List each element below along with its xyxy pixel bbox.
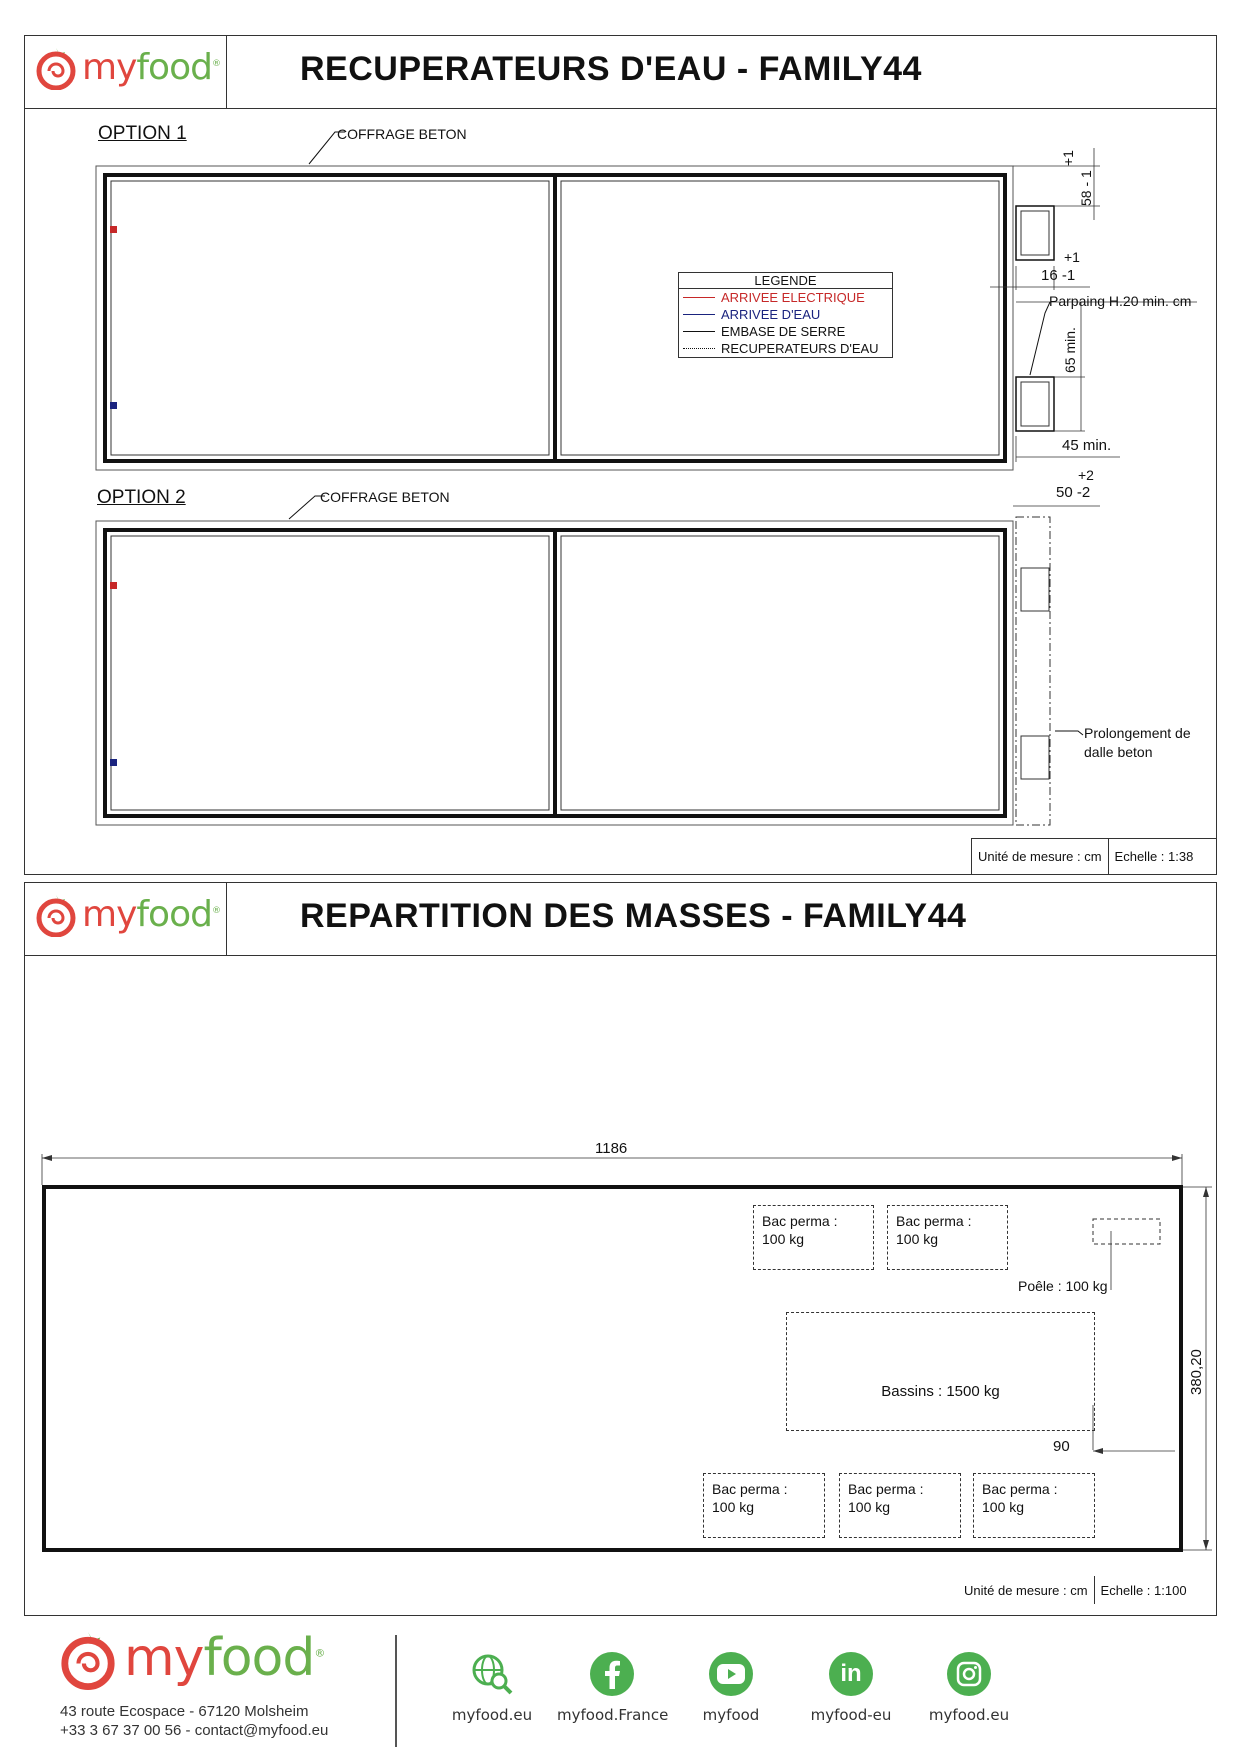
dim-45: 45 min.	[1062, 437, 1112, 454]
legend-label-electrique: ARRIVEE ELECTRIQUE	[721, 290, 865, 305]
scale-box-sheet1	[971, 838, 1217, 875]
legend-item	[679, 289, 892, 306]
prolongement-label-line1: Prolongement de	[1084, 725, 1191, 741]
instagram-icon	[947, 1652, 991, 1696]
bassins-label: Bassins : 1500 kg	[881, 1382, 1000, 1400]
bac-perma-label: Bac perma :	[762, 1213, 838, 1229]
youtube-icon	[709, 1652, 753, 1696]
header-divider	[24, 955, 1217, 956]
social-website[interactable]	[437, 1652, 547, 1724]
social-label: myfood	[702, 1706, 760, 1724]
bac-perma-box	[973, 1473, 1095, 1538]
bac-perma-mass: 100 kg	[762, 1231, 805, 1247]
bac-perma-label: Bac perma :	[896, 1213, 972, 1229]
brand-name-my: my	[82, 893, 137, 935]
social-label: myfood.eu	[928, 1706, 1010, 1724]
bac-perma-label: Bac perma :	[982, 1481, 1058, 1497]
facebook-icon	[590, 1652, 634, 1696]
bac-perma-label: Bac perma :	[848, 1481, 924, 1497]
prolongement-label-line2: dalle beton	[1084, 744, 1153, 760]
bac-perma-mass: 100 kg	[982, 1499, 1025, 1515]
bac-perma-mass: 100 kg	[712, 1499, 755, 1515]
social-youtube[interactable]	[676, 1652, 786, 1724]
option2-plan	[96, 496, 1083, 825]
bassins-box	[786, 1312, 1095, 1431]
legend-item	[679, 323, 892, 340]
social-facebook[interactable]	[557, 1652, 667, 1724]
bac-perma-mass: 100 kg	[896, 1231, 939, 1247]
parpaing-label: Parpaing H.20 min. cm	[1049, 293, 1192, 309]
bac-perma-box	[839, 1473, 961, 1538]
brand-name-my: my	[124, 1628, 204, 1688]
unit-label: Unité de mesure : cm	[978, 849, 1102, 864]
address-line: 43 route Ecospace - 67120 Molsheim	[60, 1703, 309, 1720]
page-title-repartition: REPARTITION DES MASSES - FAMILY44	[300, 897, 967, 935]
legend-label-eau: ARRIVEE D'EAU	[721, 307, 821, 322]
brand-name-food: food	[203, 1628, 315, 1688]
option1-coffrage-label: COFFRAGE BETON	[337, 126, 467, 142]
footer-divider	[395, 1635, 397, 1747]
legend-label-recuperateurs: RECUPERATEURS D'EAU	[721, 341, 879, 356]
legend-item	[679, 306, 892, 323]
poele-label: Poêle : 100 kg	[1018, 1278, 1108, 1294]
option2-label: OPTION 2	[97, 487, 186, 508]
social-label: myfood-eu	[810, 1706, 892, 1724]
dim-50-plus: +2	[1078, 467, 1094, 483]
brand-logo	[34, 891, 220, 937]
legend-title: LEGENDE	[679, 273, 892, 289]
bac-perma-box	[703, 1473, 825, 1538]
dim-58: 58 - 1	[1078, 170, 1094, 206]
brand-name-my: my	[82, 46, 137, 88]
header-logo-divider	[226, 882, 227, 955]
dim-height-380: 380,20	[1188, 1349, 1205, 1395]
dim-16: 16 -1	[1041, 267, 1076, 284]
scale-box-sheet2	[964, 1576, 1187, 1604]
scale-label: Echelle : 1:38	[1114, 849, 1194, 864]
footer-brand-logo	[58, 1625, 324, 1691]
social-instagram[interactable]	[914, 1652, 1024, 1724]
registered-mark: ®	[211, 905, 220, 916]
dim-16-plus: +1	[1064, 249, 1080, 265]
globe-search-icon	[470, 1652, 514, 1696]
linkedin-icon: in	[829, 1652, 873, 1696]
bac-perma-box	[887, 1205, 1008, 1270]
dim-65: 65 min.	[1062, 327, 1078, 373]
dim-58-plus: +1	[1060, 150, 1076, 166]
contact-line: +33 3 67 37 00 56 - contact@myfood.eu	[60, 1722, 329, 1739]
dim-50: 50 -2	[1056, 484, 1091, 501]
bac-perma-box	[753, 1205, 874, 1270]
scale-label: Echelle : 1:100	[1100, 1582, 1187, 1598]
option1-label: OPTION 1	[98, 123, 187, 144]
bac-perma-mass: 100 kg	[848, 1499, 891, 1515]
registered-mark: ®	[314, 1646, 325, 1660]
brand-name-food: food	[136, 893, 212, 935]
unit-label: Unité de mesure : cm	[964, 1582, 1088, 1598]
tomato-logo-icon	[34, 891, 78, 937]
social-label: myfood.eu	[451, 1706, 533, 1724]
registered-mark: ®	[211, 58, 220, 69]
dim-width-1186: 1186	[595, 1140, 628, 1157]
bac-perma-label: Bac perma :	[712, 1481, 788, 1497]
brand-name-food: food	[136, 46, 212, 88]
legend-label-embase: EMBASE DE SERRE	[721, 324, 846, 339]
social-linkedin[interactable]	[796, 1652, 906, 1724]
option1-plan	[96, 132, 1197, 506]
social-label: myfood.France	[557, 1706, 669, 1724]
footer-address	[60, 1702, 328, 1740]
page-title-recuperateurs: RECUPERATEURS D'EAU - FAMILY44	[300, 50, 922, 88]
dim-offset-90: 90	[1053, 1438, 1070, 1455]
legend-item	[679, 340, 892, 357]
legend-box	[678, 272, 893, 358]
tomato-logo-icon	[58, 1625, 118, 1691]
option2-coffrage-label: COFFRAGE BETON	[320, 489, 450, 505]
